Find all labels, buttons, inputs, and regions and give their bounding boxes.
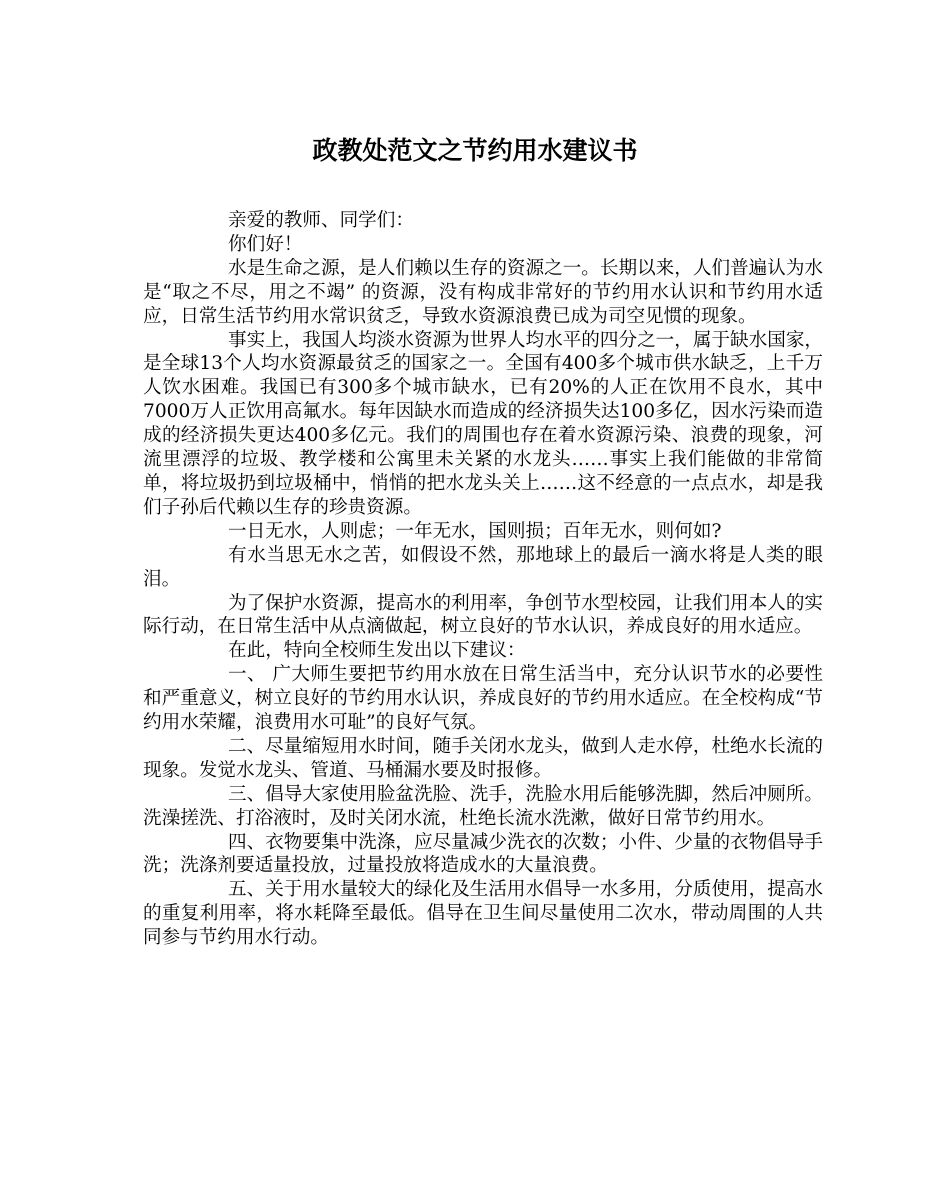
paragraph-intro: 水是生命之源，是人们赖以生存的资源之一。长期以来，人们普遍认为水是“取之不尽，用之不竭” 的资源，没有构成非常好的节约用水认识和节约用水适应，日常生活节约用水常识贫乏，导致水资源浪费已成为司空见惯的现象。 [143,257,824,327]
greeting: 你们好！ [228,233,303,255]
document-body [143,209,823,950]
proposal-item-4: 四、衣物要集中洗涤，应尽量减少洗衣的次数；小件、少量的衣物倡导手洗；洗涤剂要适量投放，过量投放将造成水的大量浪费。 [143,831,824,877]
paragraph-saying: 一日无水，人则虑；一年无水，国则损；百年无水，则何如? [228,520,722,542]
proposal-item-2: 二、尽量缩短用水时间，随手关闭水龙头，做到人走水停，杜绝水长流的现象。发觉水龙头、管道、马桶漏水要及时报修。 [143,735,824,781]
paragraph-facts: 事实上，我国人均淡水资源为世界人均水平的四分之一，属于缺水国家，是全球13个人均水资源最贫乏的国家之一。全国有400多个城市供水缺乏，上千万人饮水困难。我国已有300多个城市缺水，已有20%的人正在饮用不良水，其中7000万人正饮用高氟水。每年因缺水而造成的经济损失达100多亿，因水污染而造成的经济损失更达400多亿元。我们的周围也存在着水资源污染、浪费的现象，河流里漂浮的垃圾、教学楼和公寓里未关紧的水龙头……事实上我们能做的非常简单，将垃圾扔到垃圾桶中，悄悄的把水龙头关上……这不经意的一点点水，却是我们子孙后代赖以生存的珍贵资源。 [143,329,824,518]
proposal-item-5: 五、关于用水量较大的绿化及生活用水倡导一水多用，分质使用，提高水的重复利用率，将水耗降至最低。倡导在卫生间尽量使用二次水，带动周围的人共同参与节约用水行动。 [143,879,824,949]
paragraph-tears: 有水当思无水之苦，如假设不然，那地球上的最后一滴水将是人类的眼泪。 [143,544,823,590]
paragraph-purpose: 为了保护水资源，提高水的利用率，争创节水型校园，让我们用本人的实际行动，在日常生活中从点滴做起，树立良好的节水认识，养成良好的用水适应。 [143,592,824,638]
proposal-item-1: 一、 广大师生要把节约用水放在日常生活当中，充分认识节水的必要性和严重意义，树立良好的节约用水认识，养成良好的节约用水适应。在全校构成“节约用水荣耀，浪费用水可耻”的良好气氛。 [143,664,823,734]
paragraph-proposal-intro: 在此，特向全校师生发出以下建议： [228,640,526,662]
salutation: 亲爱的教师、同学们： [228,210,414,231]
document-title: 政教处范文之节约用水建议书 [312,136,638,165]
proposal-item-3: 三、倡导大家使用脸盆洗脸、洗手，洗脸水用后能够洗脚，然后冲厕所。洗澡搓洗、打浴液时，及时关闭水流，杜绝长流水洗漱，做好日常节约用水。 [143,783,824,829]
